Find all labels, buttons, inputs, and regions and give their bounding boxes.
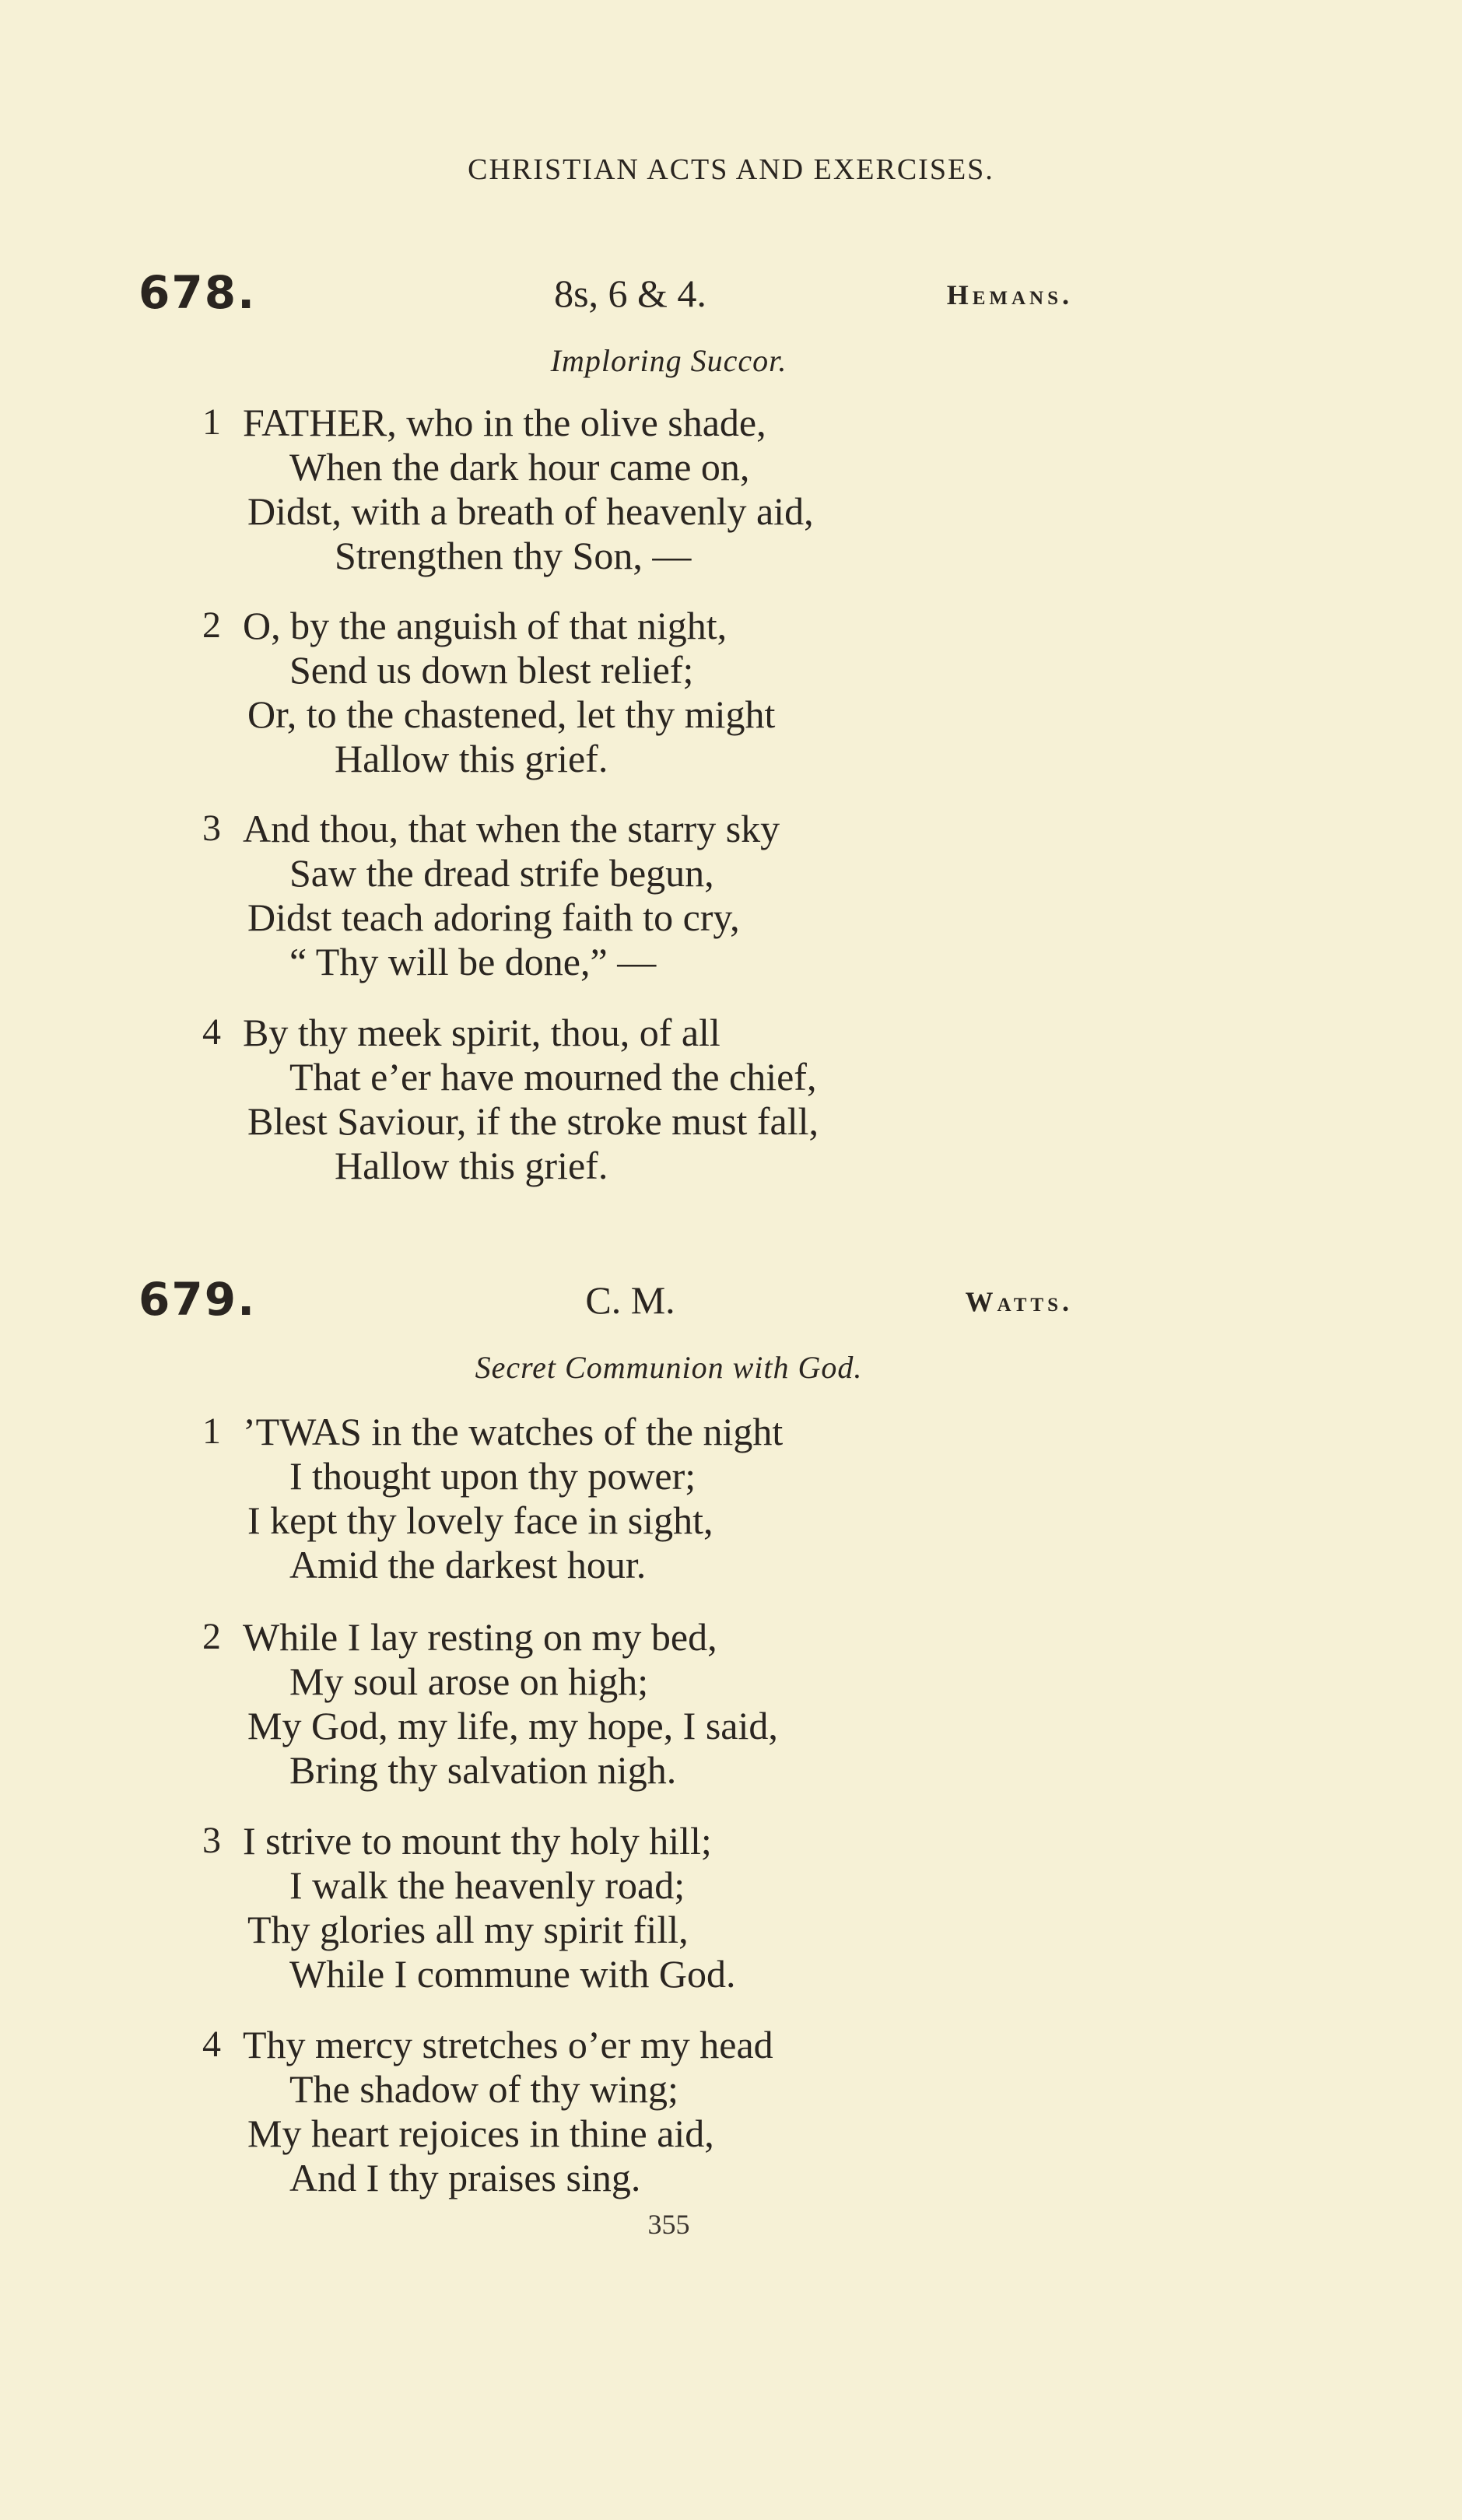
verse-line: Hallow this grief. (335, 737, 608, 780)
verse-line: I strive to mount thy holy hill; (243, 1819, 712, 1863)
stanza (202, 807, 1058, 984)
verse-line: FATHER, who in the olive shade, (243, 401, 766, 444)
verse-line: And I thy praises sing. (289, 2156, 641, 2199)
verse-line: Didst, with a breath of heavenly aid, (247, 489, 814, 533)
hymn-title: Secret Communion with God. (475, 1350, 863, 1385)
stanza (202, 1615, 1058, 1793)
verse-line: Amid the darkest hour. (289, 1543, 647, 1586)
stanza (202, 1819, 1058, 1996)
verse-line: While I lay resting on my bed, (243, 1615, 717, 1659)
stanza-number: 2 (202, 605, 221, 646)
hymn-author: Watts. (965, 1286, 1073, 1317)
hymn-meter: 8s, 6 & 4. (554, 272, 706, 315)
stanza-number: 1 (202, 401, 221, 443)
verse-line: I thought upon thy power; (289, 1454, 696, 1498)
stanza (202, 401, 1058, 578)
verse-line: My God, my life, my hope, I said, (247, 1704, 778, 1747)
verse-line: My heart rejoices in thine aid, (247, 2112, 714, 2155)
verse-line: Thy glories all my spirit fill, (247, 1908, 689, 1951)
verse-line: Hallow this grief. (335, 1144, 608, 1187)
stanza-number: 3 (202, 808, 221, 849)
hymn-author: Hemans. (946, 279, 1073, 310)
stanza (202, 1410, 1058, 1587)
hymn-heading-679 (0, 1273, 1462, 1327)
verse-line: Send us down blest relief; (289, 648, 694, 692)
verse-line: My soul arose on high; (289, 1660, 649, 1703)
verse-line: Bring thy salvation nigh. (289, 1748, 677, 1792)
stanza-number: 3 (202, 1820, 221, 1861)
page-number: 355 (647, 2209, 690, 2240)
hymn-number: 678. (138, 266, 257, 319)
verse-line: Thy mercy stretches o’er my head (243, 2023, 773, 2066)
stanza-number: 2 (202, 1616, 221, 1657)
verse-line: While I commune with God. (289, 1952, 736, 1996)
stanza (202, 2023, 1058, 2200)
verse-line: ’TWAS in the watches of the night (243, 1410, 784, 1453)
verse-line: “ Thy will be done,” — (289, 940, 657, 983)
verse-line: Saw the dread strife begun, (289, 851, 714, 895)
hymn-number: 679. (138, 1273, 257, 1326)
verse-line: I kept thy lovely face in sight, (247, 1498, 713, 1542)
stanza-number: 4 (202, 1011, 221, 1053)
verse-line: O, by the anguish of that night, (243, 604, 727, 647)
stanza-number: 4 (202, 2024, 221, 2065)
verse-line: By thy meek spirit, thou, of all (243, 1011, 720, 1054)
verse-line: When the dark hour came on, (289, 445, 750, 489)
verse-line: Blest Saviour, if the stroke must fall, (247, 1099, 819, 1143)
stanza (202, 1011, 1058, 1188)
verse-line: Didst teach adoring faith to cry, (247, 895, 740, 939)
verse-line: The shadow of thy wing; (289, 2067, 678, 2111)
hymn-heading-678 (0, 266, 1462, 321)
stanza-number: 1 (202, 1411, 221, 1452)
hymn-meter: C. M. (585, 1278, 675, 1322)
hymn-title: Imploring Succor. (550, 343, 787, 378)
stanza (202, 604, 1058, 781)
running-header: CHRISTIAN ACTS AND EXERCISES. (468, 153, 994, 186)
verse-line: Strengthen thy Son, — (335, 534, 692, 577)
verse-line: That e’er have mourned the chief, (289, 1055, 817, 1099)
verse-line: I walk the heavenly road; (289, 1863, 685, 1907)
verse-line: Or, to the chastened, let thy might (247, 692, 776, 736)
verse-line: And thou, that when the starry sky (243, 807, 780, 850)
